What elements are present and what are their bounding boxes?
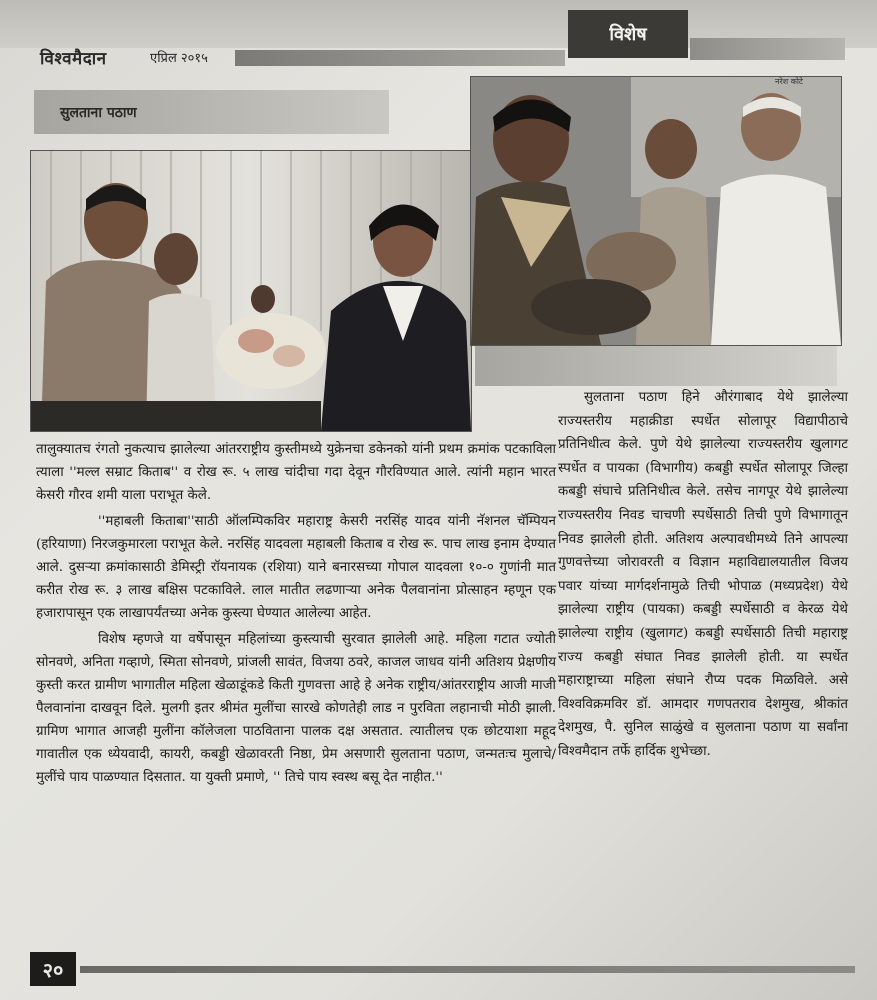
footer-rule [80, 966, 855, 973]
masthead-logo: विश्वमैदान [40, 49, 107, 69]
name-label: सुलताना पठाण [34, 90, 389, 134]
article-left-column [36, 438, 556, 792]
caption-bar [475, 346, 837, 386]
photo-credit: नरेश कोटे [775, 77, 803, 86]
article-paragraph: तालुक्यातच रंगतो नुकत्याच झालेल्या आंतरराष्ट्रीय कुस्तीमध्ये युक्रेनचा डकेनको यांनी प्रथम क्रमांक पटकाविला त्याला ''मल्ल सम्राट किताब'' व रोख रू. ५ लाख चांदीचा गदा देवून गौरविण्यात आले. त्यांनी महान भारत केसरी गौरव शमी याला पराभूत केले. [36, 442, 556, 503]
award-photo-left-image [31, 151, 471, 431]
article-paragraph: विशेष म्हणजे या वर्षेपासून महिलांच्या कुस्त्याची सुरवात झालेली आहे. महिला गटात ज्योती सोनवणे, अनिता गव्हाणे, स्मिता सोनवणे, प्रांजली सावंत, विजया ठवरे, काजल जाधव यांनी अतिशय प्रेक्षणीय कुस्ती करत ग्रामीण भागातील महिला खेळाडूंकडे किती गुणवत्ता आहे हे अनेक राष्ट्रीय/आंतरराष्ट्रीय आजी माजी पैलवानांना दाखवून दिले. मुलगी इतर श्रीमंत मुलींचा सारखे कोणतेही लाड न पुरविता लहानाची मोठी झाली. ग्रामिण भागात आजही मुलींना कॉलेजला पाठविताना पालक दक्ष असतात. त्यातीलच एक छोटयाशा महूद गावातील एक ध्येयवादी, कायरी, कबड्डी खेळावरती निष्ठा, प्रेम असणारी सुलताना पठाण, जन्मतःच मुलाचे/मुलींचे पाय पाळण्यात दिसतात. या युक्ती प्रमाणे, '' तिचे पाय स्वस्थ बसू देत नाहीत.'' [36, 632, 556, 785]
header-rule [235, 50, 565, 66]
award-photo-left [30, 150, 472, 432]
page-number: २० [30, 952, 76, 986]
article-paragraph: सुलताना पठाण हिने औरंगाबाद येथे झालेल्या राज्यस्तरीय महाक्रीडा स्पर्धेत सोलापूर विद्यापीठाचे प्रतिनिधीत्व केले. पुणे येथे झालेल्या राज्यस्तरीय खुलागट स्पर्धेत व पायका (विभागीय) कबड्डी स्पर्धेत सोलापूर जिल्हा कबड्डी संघाचे प्रतिनिधीत्व केले. तसेच नागपूर येथे झालेल्या राज्यस्तरीय निवड चाचणी स्पर्धेसाठी तिची पुणे विभागातून निवड झालेली होती. अतिशय अल्पावधीमध्ये तिने आपल्या गुणवत्तेच्या जोरावरती व विज्ञान महाविद्यालयातील विजय पवार यांच्या मार्गदर्शनामुळे तिची भोपाळ (मध्यप्रदेश) येथे झालेल्या राष्ट्रीय (पायका) कबड्डी स्पर्धेसाठी व केरळ येथे झालेल्या राष्ट्रीय (खुलागट) कबड्डी स्पर्धेसाठी तिची महाराष्ट्र राज्य कबड्डी संघात निवड झालेली होती. या स्पर्धेत महाराष्ट्राच्या महिला संघाने रौप्य पदक मिळविले. असे विश्वविक्रमविर डॉ. आमदार गणपतराव देशमुख, श्रीकांत देशमुख, पै. सुनिल साळुंखे व सुलताना पठाण या सर्वांना विश्वमैदान तर्फे हार्दिक शुभेच्छा. [558, 390, 848, 759]
section-tab: विशेष [568, 10, 688, 58]
article-right-column [558, 386, 848, 764]
award-photo-right [470, 76, 842, 346]
issue-date: एप्रिल २०१५ [150, 51, 208, 66]
award-photo-right-image [471, 77, 841, 345]
header-rule-right [690, 38, 845, 60]
article-paragraph: ''महाबली किताबा''साठी ऑलम्पिकविर महाराष्ट्र केसरी नरसिंह यादव यांनी नॅशनल चॅम्पियन (हरियाणा) निरजकुमारला पराभूत केले. नरसिंह यादवला महाबली किताब व रोख रू. पाच लाख इनाम देण्यात आले. दुसऱ्या क्रमांकासाठी डेमिस्ट्री रॉयनायक (रशिया) याने बनारसच्या गोपाल यादवला १०-० गुणांनी मात करीत रोख रू. ३ लाख बक्षिस पटकाविले. लाल मातीत लढणाऱ्या अनेक पैलवानांना प्रोत्साहन म्हणून एक हजारापासून एक लाखापर्यंतच्या अनेक कुस्त्या घेण्यात आलेल्या आहेत. [36, 514, 556, 621]
